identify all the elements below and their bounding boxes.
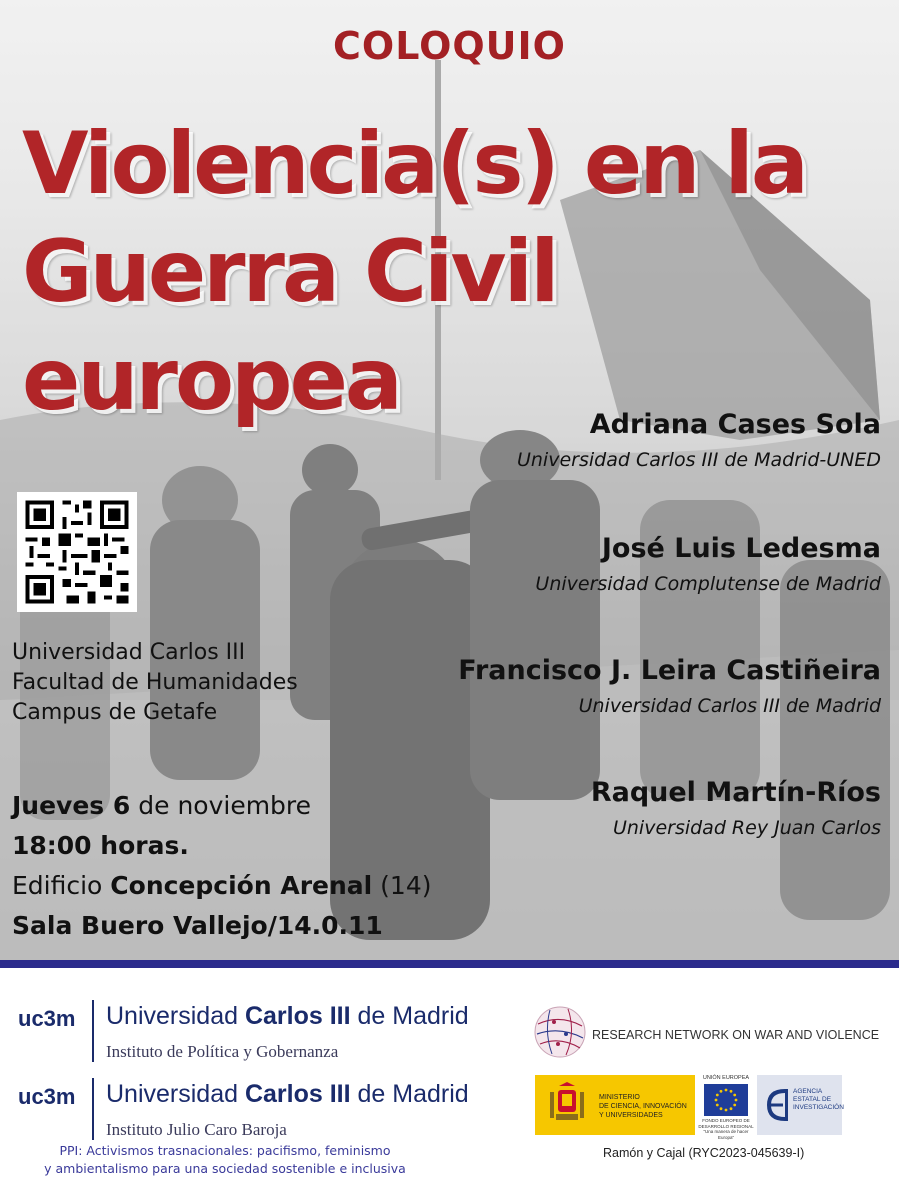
eu-stars-icon: [704, 1084, 748, 1116]
venue-faculty: Facultad de Humanidades: [12, 670, 298, 695]
event-building: [12, 866, 432, 906]
ministerio-line: MINISTERIO: [599, 1094, 640, 1101]
ministerio-line: Y UNIVERSIDADES: [599, 1112, 663, 1119]
eu-label: UNIÓN EUROPEA: [702, 1075, 750, 1081]
project-credit: [30, 1142, 420, 1178]
building-number: (14): [372, 871, 432, 900]
title-line: Violencia(s) en la: [22, 114, 806, 214]
aei-logo[interactable]: [757, 1075, 842, 1135]
eu-feder-logo[interactable]: [698, 1075, 754, 1140]
speaker-item: [321, 773, 881, 843]
speaker-name: Adriana Cases Sola: [589, 409, 881, 440]
venue-university: Universidad Carlos III: [12, 640, 246, 665]
building-prefix: Edificio: [12, 871, 111, 900]
research-network-logo[interactable]: [532, 1004, 880, 1064]
ministerio-logo[interactable]: [535, 1075, 695, 1135]
institute-name: Instituto Julio Caro Baroja: [106, 1120, 287, 1139]
network-globe-icon: [532, 1004, 588, 1060]
title-line: europea: [22, 330, 400, 430]
building-name: Concepción Arenal: [110, 871, 373, 900]
speaker-name: Raquel Martín-Ríos: [590, 777, 881, 808]
university-suffix: de Madrid: [350, 1080, 469, 1108]
speaker-affiliation: Universidad Carlos III de Madrid: [578, 695, 881, 717]
feder-line: FONDO EUROPEO DE: [702, 1118, 750, 1123]
project-line: PPI: Activismos trasnacionales: pacifismo, feminismo: [59, 1143, 391, 1158]
grant-reference: Ramón y Cajal (RYC2023-045639-I): [603, 1146, 805, 1160]
speaker-name: Francisco J. Leira Castiñeira: [458, 655, 881, 686]
event-date-day: Jueves 6: [12, 791, 131, 820]
feder-line: DESARROLLO REGIONAL: [698, 1123, 754, 1129]
qr-code[interactable]: [17, 492, 137, 612]
university-prefix: Universidad: [106, 1002, 245, 1030]
institute-name: Instituto de Política y Gobernanza: [106, 1042, 339, 1061]
logo-separator: [92, 1078, 94, 1140]
ministerio-name: [599, 1093, 687, 1120]
speaker-affiliation: Universidad Complutense de Madrid: [535, 573, 881, 595]
event-room-value: Sala Buero Vallejo/14.0.11: [12, 911, 383, 940]
uc3m-mark: uc3m: [18, 1084, 76, 1109]
footer-divider: [0, 960, 899, 968]
speaker-item: [321, 529, 881, 599]
event-date-month: de noviembre: [130, 791, 312, 820]
page-title: [22, 110, 842, 434]
uc3m-mark: uc3m: [18, 1006, 76, 1031]
aei-line: ESTATAL DE: [793, 1096, 832, 1103]
feder-line: "Una manera de hacer Europa": [703, 1129, 749, 1140]
speaker-item: [321, 405, 881, 475]
aei-line: INVESTIGACIÓN: [793, 1104, 844, 1111]
aei-name: [793, 1088, 844, 1112]
feder-label: [698, 1118, 754, 1140]
university-name: [106, 1080, 469, 1109]
event-type-label: COLOQUIO: [333, 24, 566, 68]
venue-info: [12, 638, 298, 728]
university-bold: Carlos III: [244, 1002, 351, 1030]
university-bold: Carlos III: [244, 1080, 351, 1108]
eu-flag-icon: [704, 1084, 748, 1116]
project-line: y ambientalismo para una sociedad sostenible e inclusiva: [44, 1161, 406, 1176]
university-prefix: Universidad: [106, 1080, 245, 1108]
logo-separator: [92, 1000, 94, 1062]
ministerio-line: DE CIENCIA, INNOVACIÓN: [599, 1103, 687, 1110]
network-name: RESEARCH NETWORK ON WAR AND VIOLENCE: [592, 1028, 880, 1042]
coat-of-arms-icon: [542, 1080, 592, 1130]
university-suffix: de Madrid: [350, 1002, 469, 1030]
university-name: [106, 1002, 469, 1031]
speaker-name: José Luis Ledesma: [601, 533, 881, 564]
speaker-item: [321, 651, 881, 721]
venue-campus: Campus de Getafe: [12, 700, 218, 725]
speaker-affiliation: Universidad Rey Juan Carlos: [612, 817, 881, 839]
qr-code-graphic: [17, 492, 137, 612]
event-time-value: 18:00 horas.: [12, 831, 189, 860]
aei-symbol-icon: [761, 1085, 793, 1125]
event-room: [12, 906, 432, 946]
speaker-affiliation: Universidad Carlos III de Madrid-UNED: [516, 449, 881, 471]
aei-line: AGENCIA: [793, 1088, 823, 1095]
title-line: Guerra Civil: [22, 222, 557, 322]
